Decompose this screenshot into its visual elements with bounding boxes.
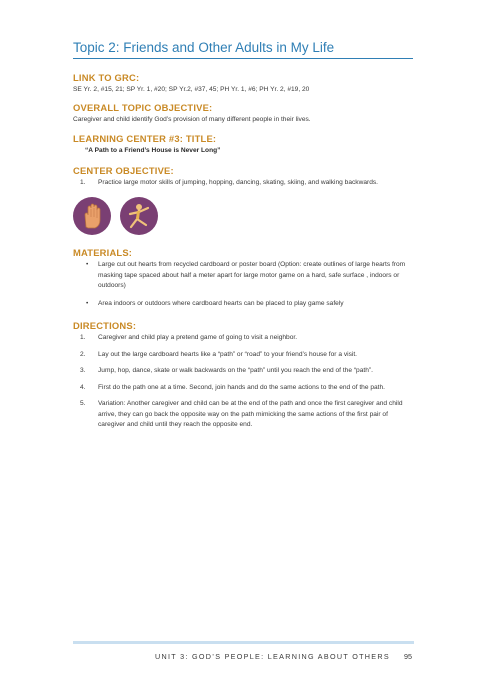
list-text: Large cut out hearts from recycled cardboard or poster board (Option: create outlines of large hearts from masking tape spaced about half a meter apart for large motor game on a hard, safe surface , indoors or outdoors): [98, 261, 406, 289]
list-item: [80, 333, 415, 344]
list-text: Area indoors or outdoors where cardboard hearts can be placed to play game safely: [98, 299, 344, 307]
list-item: [80, 260, 415, 292]
list-item: [80, 178, 415, 189]
bullet: •: [86, 299, 89, 307]
objective-text: Caregiver and child identify God’s provision of many different people in their lives.: [73, 116, 311, 123]
link-text: SE Yr. 2, #15, 21; SP Yr. 1, #20; SP Yr.2, #37, 45; PH Yr. 1, #6; PH Yr. 2, #19, 20: [73, 86, 310, 93]
list-number: 2.: [80, 350, 86, 358]
hand-icon: [73, 197, 111, 235]
materials-list: [80, 260, 415, 313]
list-number: 5.: [80, 400, 86, 407]
link-heading: LINK TO GRC:: [73, 72, 140, 83]
stretching-person-icon: [120, 197, 158, 235]
title-divider: [73, 58, 413, 59]
objective-heading: OVERALL TOPIC OBJECTIVE:: [73, 102, 213, 113]
center-title: “A Path to a Friend’s House is Never Long”: [85, 147, 221, 154]
materials-heading: MATERIALS:: [73, 247, 133, 258]
page-number: 95: [404, 652, 412, 661]
list-number: 4.: [80, 383, 86, 391]
directions-heading: DIRECTIONS:: [73, 320, 137, 331]
list-text: Practice large motor skills of jumping, hopping, dancing, skating, skiing, and walking backwards.: [98, 179, 379, 186]
directions-list: [80, 333, 415, 434]
footer-divider: [73, 641, 414, 644]
center-heading: LEARNING CENTER #3: TITLE:: [73, 133, 217, 144]
list-item: [80, 299, 415, 310]
bullet: •: [86, 261, 89, 268]
activity-icons: [73, 197, 173, 235]
list-text: First do the path one at a time. Second, join hands and do the same actions to the end of the path.: [98, 383, 386, 391]
list-item: [80, 383, 415, 394]
list-text: Jump, hop, dance, skate or walk backwards on the “path” until you reach the end of the “path”.: [98, 367, 373, 374]
list-text: Caregiver and child play a pretend game of going to visit a neighbor.: [98, 334, 298, 341]
list-number: 1.: [80, 334, 86, 341]
list-item: [80, 366, 415, 377]
list-item: [80, 399, 415, 431]
list-number: 1.: [80, 179, 86, 186]
list-item: [80, 350, 415, 361]
list-text: Variation: Another caregiver and child can be at the end of the path and once the first caregiver and child arrive, they can go back the opposite way on the path mimicking the same actions of the first pair of caregiver and child until they reach the opposite end.: [98, 400, 403, 428]
footer-unit-title: UNIT 3: GOD’S PEOPLE: LEARNING ABOUT OTHERS: [155, 652, 390, 661]
topic-title: Topic 2: Friends and Other Adults in My Life: [73, 40, 335, 55]
list-number: 3.: [80, 367, 86, 374]
center-objective-list: [80, 178, 415, 192]
center-objective-heading: CENTER OBJECTIVE:: [73, 165, 174, 176]
list-text: Lay out the large cardboard hearts like a “path” or “road” to your friend’s house for a visit.: [98, 350, 358, 358]
